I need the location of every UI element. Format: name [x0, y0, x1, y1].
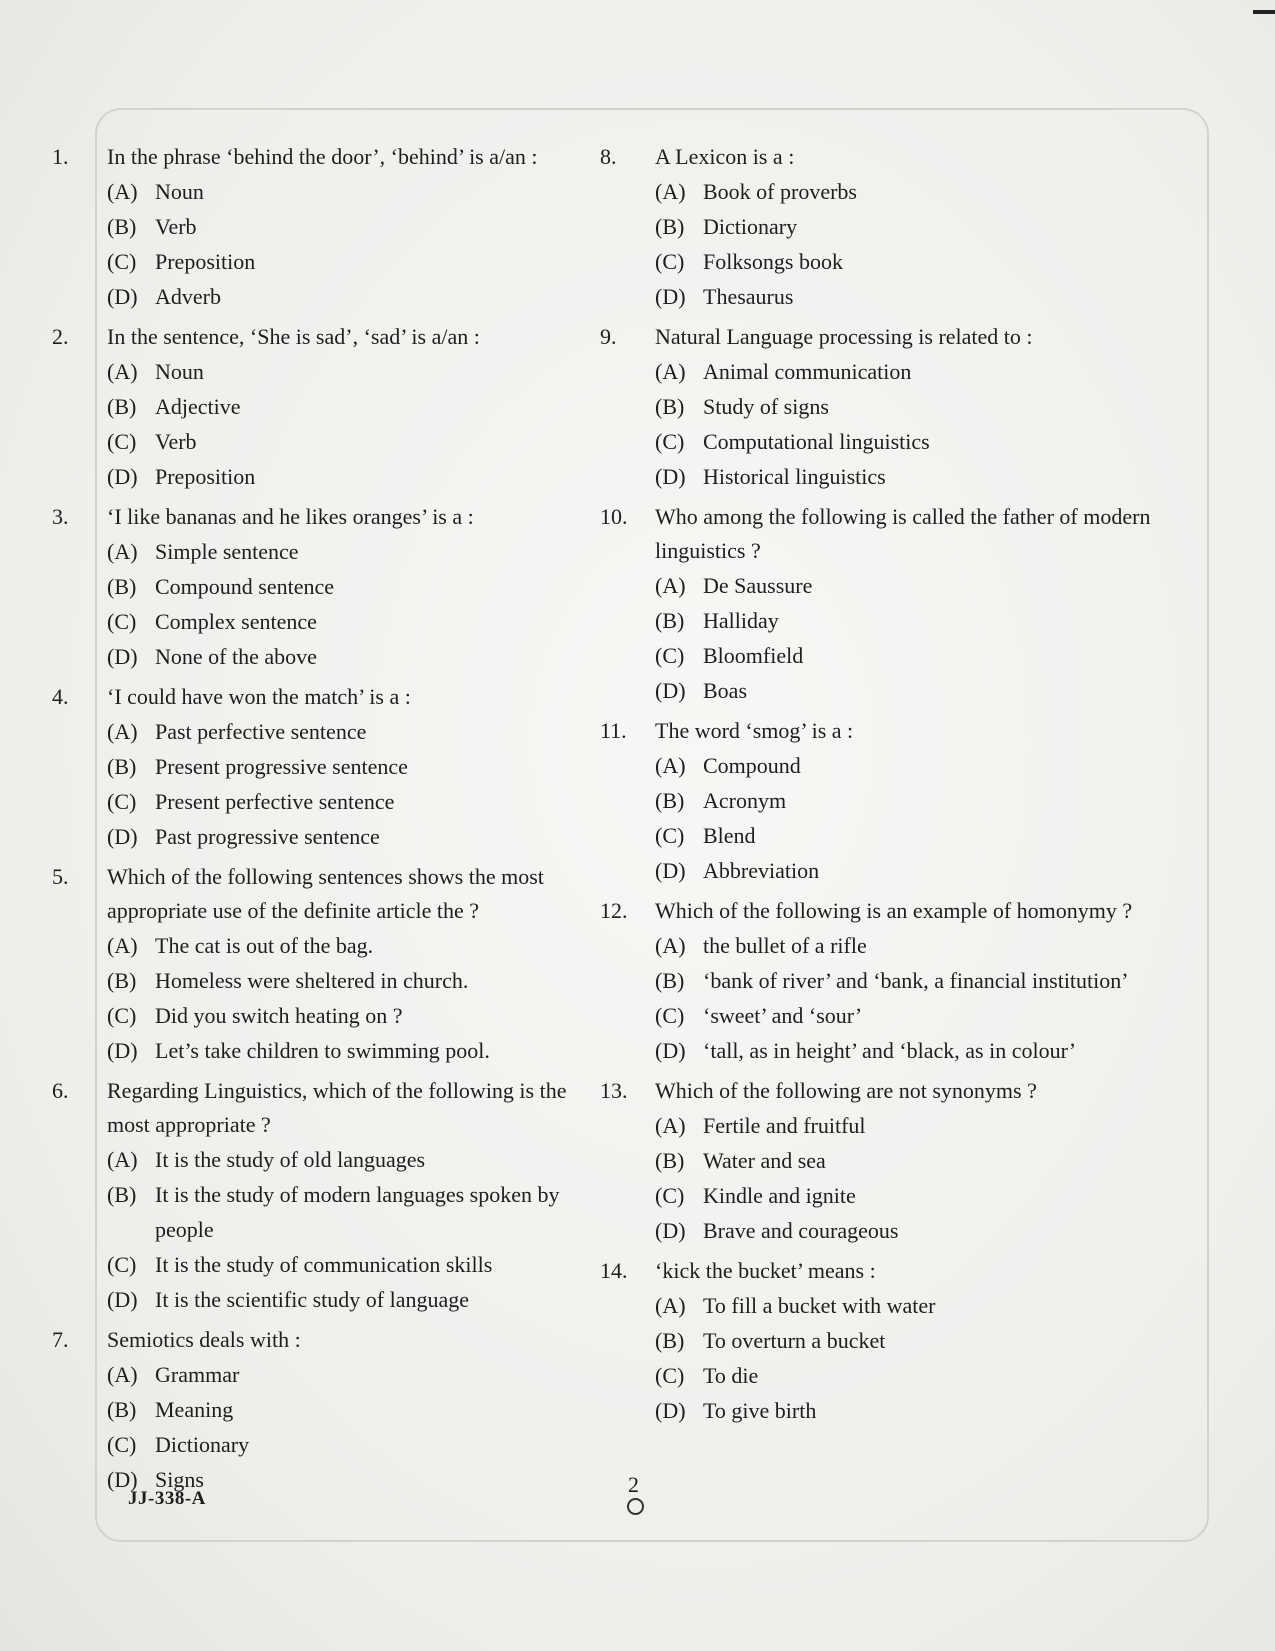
option-key: (A)	[107, 933, 138, 958]
option-text: Preposition	[155, 464, 256, 489]
answer-option	[600, 389, 1160, 424]
option-text: Thesaurus	[703, 284, 794, 309]
question-number: 3.	[52, 504, 69, 529]
question-text: Who among the following is called the father of modern linguistics ?	[655, 504, 1151, 563]
option-text: Study of signs	[703, 394, 829, 419]
option-text: None of the above	[155, 644, 317, 669]
answer-option	[600, 1033, 1160, 1068]
question-stem	[52, 860, 612, 928]
question-number: 1.	[52, 144, 69, 169]
option-key: (D)	[655, 284, 686, 309]
option-text: Verb	[155, 214, 197, 239]
question-item	[52, 320, 612, 494]
question-stem	[52, 140, 612, 174]
question-number: 11.	[600, 718, 627, 743]
option-key: (D)	[107, 1038, 138, 1063]
question-stem	[600, 500, 1160, 568]
answer-option	[52, 424, 612, 459]
question-text: The word ‘smog’ is a :	[655, 718, 854, 743]
option-text: To give birth	[703, 1398, 817, 1423]
option-key: (C)	[107, 609, 137, 634]
question-text: Which of the following sentences shows the most appropriate use of the definite article the ?	[107, 864, 544, 923]
option-key: (C)	[655, 249, 685, 274]
option-key: (A)	[107, 539, 138, 564]
question-text: A Lexicon is a :	[655, 144, 795, 169]
answer-option	[52, 639, 612, 674]
option-key: (D)	[107, 464, 138, 489]
option-text: Signs	[155, 1467, 204, 1492]
question-stem	[52, 1323, 612, 1357]
question-stem	[52, 1074, 612, 1142]
question-item	[600, 320, 1160, 494]
option-key: (D)	[107, 284, 138, 309]
option-key: (C)	[107, 1252, 137, 1277]
question-item	[52, 860, 612, 1068]
option-key: (C)	[107, 789, 137, 814]
option-text: Verb	[155, 429, 197, 454]
option-key: (C)	[655, 429, 685, 454]
answer-option	[600, 1213, 1160, 1248]
option-key: (C)	[655, 823, 685, 848]
answer-option	[52, 209, 612, 244]
option-key: (D)	[655, 1398, 686, 1423]
option-key: (B)	[107, 574, 137, 599]
option-key: (A)	[655, 1113, 686, 1138]
option-text: It is the study of communication skills	[155, 1252, 493, 1277]
question-item	[600, 1254, 1160, 1428]
option-text: Computational linguistics	[703, 429, 930, 454]
option-text: Bloomfield	[703, 643, 804, 668]
option-text: Water and sea	[703, 1148, 826, 1173]
question-number: 7.	[52, 1327, 69, 1352]
option-text: It is the scientific study of language	[155, 1287, 470, 1312]
question-stem	[600, 894, 1160, 928]
question-number: 8.	[600, 144, 617, 169]
option-text: Book of proverbs	[703, 179, 857, 204]
question-stem	[600, 320, 1160, 354]
option-key: (D)	[655, 1038, 686, 1063]
option-text: Blend	[703, 823, 756, 848]
option-key: (D)	[655, 678, 686, 703]
option-key: (B)	[107, 214, 137, 239]
booklet-code: JJ-338-A	[128, 1488, 206, 1509]
option-key: (A)	[107, 1147, 138, 1172]
question-text: ‘kick the bucket’ means :	[655, 1258, 876, 1283]
question-item	[52, 1074, 612, 1317]
question-text: ‘I like bananas and he likes oranges’ is a :	[107, 504, 474, 529]
option-text: Compound sentence	[155, 574, 335, 599]
answer-option	[600, 1358, 1160, 1393]
option-text: ‘tall, as in height’ and ‘black, as in colour’	[703, 1038, 1077, 1063]
option-text: Folksongs book	[703, 249, 843, 274]
answer-option	[52, 279, 612, 314]
option-key: (B)	[107, 394, 137, 419]
option-key: (C)	[655, 1003, 685, 1028]
question-text: Which of the following are not synonyms ?	[655, 1078, 1037, 1103]
answer-option	[600, 354, 1160, 389]
option-text: the bullet of a rifle	[703, 933, 867, 958]
option-text: Animal communication	[703, 359, 912, 384]
answer-option	[52, 963, 612, 998]
question-text: Regarding Linguistics, which of the following is the most appropriate ?	[107, 1078, 567, 1137]
answer-option	[52, 1427, 612, 1462]
option-key: (B)	[107, 754, 137, 779]
answer-option	[52, 174, 612, 209]
answer-option	[600, 1323, 1160, 1358]
answer-option	[52, 1033, 612, 1068]
option-text: To die	[703, 1363, 759, 1388]
option-text: Present progressive sentence	[155, 754, 408, 779]
option-text: Historical linguistics	[703, 464, 886, 489]
option-text: Noun	[155, 179, 204, 204]
option-text: ‘bank of river’ and ‘bank, a financial institution’	[703, 968, 1129, 993]
question-stem	[600, 1254, 1160, 1288]
option-text: ‘sweet’ and ‘sour’	[703, 1003, 863, 1028]
answer-option	[52, 604, 612, 639]
question-item	[600, 894, 1160, 1068]
option-key: (A)	[655, 933, 686, 958]
question-item	[52, 680, 612, 854]
answer-option	[600, 209, 1160, 244]
option-text: Adjective	[155, 394, 241, 419]
option-key: (D)	[107, 1287, 138, 1312]
answer-option	[600, 568, 1160, 603]
option-key: (C)	[107, 429, 137, 454]
option-key: (B)	[655, 1328, 685, 1353]
circle-mark-icon	[627, 1498, 644, 1515]
answer-option	[600, 1178, 1160, 1213]
question-number: 10.	[600, 504, 628, 529]
answer-option	[600, 174, 1160, 209]
question-text: Semiotics deals with :	[107, 1327, 301, 1352]
answer-option	[600, 1393, 1160, 1428]
question-item	[600, 500, 1160, 708]
answer-option	[52, 244, 612, 279]
option-key: (D)	[107, 824, 138, 849]
option-key: (D)	[655, 1218, 686, 1243]
option-text: Acronym	[703, 788, 787, 813]
question-text: Which of the following is an example of homonymy ?	[655, 898, 1133, 923]
question-number: 9.	[600, 324, 617, 349]
option-text: Dictionary	[703, 214, 798, 239]
option-key: (B)	[655, 608, 685, 633]
option-text: Present perfective sentence	[155, 789, 395, 814]
answer-option	[52, 354, 612, 389]
option-text: Did you switch heating on ?	[155, 1003, 403, 1028]
question-stem	[52, 680, 612, 714]
question-stem	[600, 140, 1160, 174]
option-key: (A)	[107, 359, 138, 384]
question-item	[52, 140, 612, 314]
option-key: (D)	[655, 464, 686, 489]
option-key: (B)	[655, 968, 685, 993]
option-text: Let’s take children to swimming pool.	[155, 1038, 490, 1063]
option-text: De Saussure	[703, 573, 813, 598]
option-key: (A)	[655, 179, 686, 204]
option-key: (D)	[107, 1467, 138, 1492]
answer-option	[600, 673, 1160, 708]
question-number: 4.	[52, 684, 69, 709]
question-item	[600, 140, 1160, 314]
option-key: (A)	[655, 1293, 686, 1318]
answer-option	[52, 928, 612, 963]
question-text: ‘I could have won the match’ is a :	[107, 684, 411, 709]
option-text: It is the study of modern languages spoken by people	[155, 1182, 560, 1242]
question-item	[52, 1323, 612, 1497]
answer-option	[52, 819, 612, 854]
option-key: (A)	[655, 753, 686, 778]
answer-option	[600, 818, 1160, 853]
answer-option	[600, 459, 1160, 494]
answer-option	[52, 784, 612, 819]
option-text: To overturn a bucket	[703, 1328, 886, 1353]
question-item	[52, 500, 612, 674]
option-key: (A)	[655, 359, 686, 384]
option-text: Kindle and ignite	[703, 1183, 856, 1208]
option-key: (A)	[107, 1362, 138, 1387]
option-text: Noun	[155, 359, 204, 384]
question-stem	[52, 320, 612, 354]
option-text: Homeless were sheltered in church.	[155, 968, 469, 993]
question-number: 6.	[52, 1078, 69, 1103]
answer-option	[600, 748, 1160, 783]
question-number: 12.	[600, 898, 628, 923]
option-text: Preposition	[155, 249, 256, 274]
option-key: (B)	[655, 214, 685, 239]
option-key: (A)	[107, 719, 138, 744]
option-text: Dictionary	[155, 1432, 250, 1457]
question-text: In the phrase ‘behind the door’, ‘behind’ is a/an :	[107, 144, 538, 169]
answer-option	[600, 603, 1160, 638]
option-key: (C)	[655, 1183, 685, 1208]
answer-option	[600, 424, 1160, 459]
answer-option	[52, 998, 612, 1033]
answer-option	[52, 1357, 612, 1392]
option-text: Simple sentence	[155, 539, 299, 564]
option-text: Grammar	[155, 1362, 240, 1387]
question-number: 5.	[52, 864, 69, 889]
option-text: Fertile and fruitful	[703, 1113, 866, 1138]
question-number: 14.	[600, 1258, 628, 1283]
option-key: (A)	[655, 573, 686, 598]
answer-option	[600, 853, 1160, 888]
question-text: Natural Language processing is related to :	[655, 324, 1033, 349]
answer-option	[52, 749, 612, 784]
option-key: (C)	[655, 643, 685, 668]
answer-option	[52, 534, 612, 569]
answer-option	[52, 1247, 612, 1282]
option-key: (C)	[655, 1363, 685, 1388]
answer-option	[52, 714, 612, 749]
option-text: Past progressive sentence	[155, 824, 380, 849]
option-key: (C)	[107, 1003, 137, 1028]
answer-option	[52, 1282, 612, 1317]
option-text: Past perfective sentence	[155, 719, 367, 744]
option-text: To fill a bucket with water	[703, 1293, 936, 1318]
answer-option	[52, 569, 612, 604]
option-key: (C)	[107, 1432, 137, 1457]
answer-option	[52, 1177, 612, 1247]
answer-option	[600, 244, 1160, 279]
answer-option	[600, 638, 1160, 673]
question-number: 2.	[52, 324, 69, 349]
option-key: (D)	[655, 858, 686, 883]
option-key: (B)	[107, 1397, 137, 1422]
option-key: (B)	[655, 788, 685, 813]
answer-option	[600, 783, 1160, 818]
answer-option	[52, 459, 612, 494]
question-stem	[52, 500, 612, 534]
scan-edge-mark	[1253, 10, 1275, 14]
answer-option	[600, 928, 1160, 963]
option-key: (B)	[655, 394, 685, 419]
option-text: Meaning	[155, 1397, 234, 1422]
option-key: (A)	[107, 179, 138, 204]
option-text: Compound	[703, 753, 801, 778]
answer-option	[52, 389, 612, 424]
answer-option	[600, 279, 1160, 314]
option-text: It is the study of old languages	[155, 1147, 426, 1172]
answer-option	[52, 1392, 612, 1427]
left-question-column	[52, 140, 612, 1503]
question-item	[600, 714, 1160, 888]
answer-option	[52, 1142, 612, 1177]
answer-option	[600, 1288, 1160, 1323]
option-text: Complex sentence	[155, 609, 317, 634]
right-question-column	[600, 140, 1160, 1434]
option-key: (B)	[107, 968, 137, 993]
option-key: (D)	[107, 644, 138, 669]
question-number: 13.	[600, 1078, 628, 1103]
option-key: (C)	[107, 249, 137, 274]
answer-option	[600, 1143, 1160, 1178]
option-key: (B)	[655, 1148, 685, 1173]
question-stem	[600, 714, 1160, 748]
option-key: (B)	[107, 1182, 137, 1207]
question-text: In the sentence, ‘She is sad’, ‘sad’ is a/an :	[107, 324, 480, 349]
question-stem	[600, 1074, 1160, 1108]
answer-option	[600, 1108, 1160, 1143]
question-item	[600, 1074, 1160, 1248]
option-text: The cat is out of the bag.	[155, 933, 374, 958]
option-text: Adverb	[155, 284, 221, 309]
option-text: Abbreviation	[703, 858, 820, 883]
option-text: Boas	[703, 678, 747, 703]
option-text: Halliday	[703, 608, 779, 633]
option-text: Brave and courageous	[703, 1218, 899, 1243]
page-number: 2	[628, 1472, 639, 1497]
answer-option	[600, 963, 1160, 998]
answer-option	[600, 998, 1160, 1033]
